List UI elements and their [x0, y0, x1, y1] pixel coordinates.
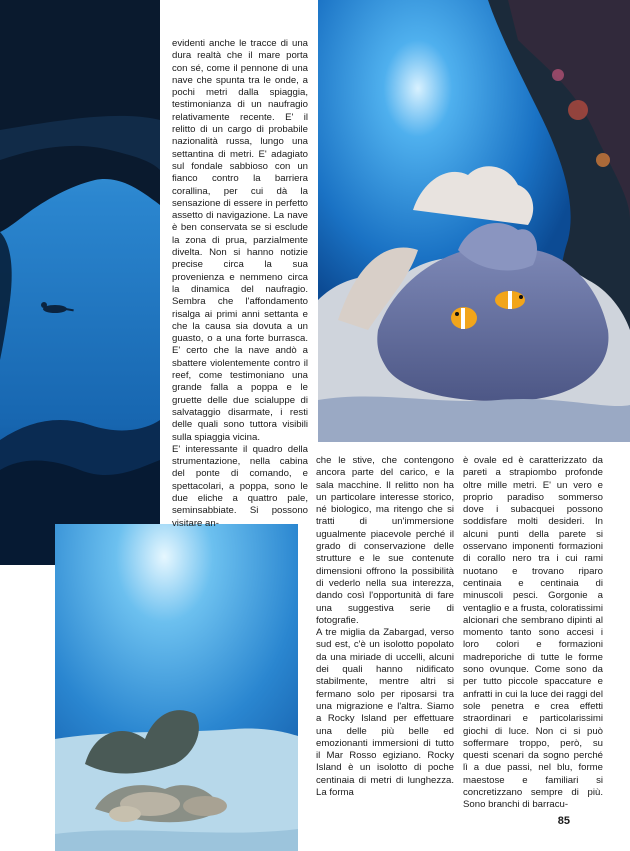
reef-illustration: [318, 0, 630, 442]
column-2-paragraph-1: che le stive, che contengono ancora parte del carico, e la sala macchine. Il relitto non ha un particolare interesse storico, né biologico, ma ritengo che si tratti di un'immersione ugualmente piacevole perché il grado di conservazione delle strutture e le sue contenute dimensioni offrono la possibilità di vederlo nella sua interezza, dando così l'opportunità di fare una suggestiva serie di fotografie.: [316, 455, 454, 626]
photo-reef-clownfish: [318, 0, 630, 442]
article-column-2: [316, 455, 454, 799]
page-number: 85: [557, 815, 570, 827]
seabed-illustration: [55, 524, 298, 851]
column-2-paragraph-2: A tre miglia da Zabargad, verso sud est, c'è un isolotto popolato da una miriade di uccelli, alcuni dei quali hanno nidificato stabilmente, mentre altri si fermano solo per riposarsi tra una migrazione e l'altra. Siamo a Rocky Island per effettuare una delle più belle ed emozionanti immersioni di tutto il Mar Rosso egiziano. Rocky Island è un isolotto di poche centinaia di metri di lunghezza. La forma: [316, 627, 454, 799]
column-3-paragraph-1: è ovale ed è caratterizzato da pareti a strapiombo profonde oltre mille metri. E' un vero e proprio paradiso sommerso dove i subacquei possono soddisfare molti desideri. In alcuni punti della parete si osservano imponenti formazioni di corallo nero tra i cui rami nuotano e trovano riparo centinaia e centinaia di minuscoli pesci. Gorgonie a ventaglio e a frusta, coloratissimi alcionari che sembrano dipinti al momento tanto sono accesi i loro colori e formazioni madreporiche di tutte le forme sono ovunque. Come sono da per tutto piccole spaccature e anfratti in cui la luce dei raggi del sole penetra e crea effetti straordinari e particolarissimi giochi di luce. Non ci si può soffermare troppo, però, su questi scenari da sogno perché lì a due passi, nel blu, forme maestose e familiari si concretizzano sempre di più. Sono branchi di barracu-: [463, 455, 603, 811]
photo-amphorae-seabed: [55, 524, 298, 851]
clownfish-1: [451, 307, 477, 329]
article-column-1: [172, 38, 308, 530]
cave-illustration: [0, 0, 160, 565]
column-1-paragraph-1: evidenti anche le tracce di una dura realtà che il mare porta con sé, come il pennone di una nave che spunta tra le onde, a pochi metri dalla spiaggia, testimonianza di un naufragio relativamente recente. E' il relitto di un cargo di probabile nazionalità russa, lungo una settantina di metri. E' adagiato sul fondale sabbioso con un fianco contro la barriera corallina, per cui dà la sensazione di essere in perfetto assetto di navigazione. La nave è ben conservata se si esclude la zona di prua, parzialmente divelta. Non si hanno notizie precise circa la sua provenienza e nemmeno circa la dinamica del naufragio. Sembra che l'affondamento risalga ai primi anni settanta e che la causa sia dovuta a un guasto, o a una forte burrasca. E' certo che la nave andò a sbattere violentemente contro il reef, come testimoniano una grande falla a poppa e le gruette delle due scialuppe di salvataggio disarmate, i resti delle quali sono tuttora visibili sulla spiaggia vicina.: [172, 38, 308, 443]
photo-underwater-cave: [0, 0, 160, 565]
clownfish-2: [495, 291, 525, 309]
article-column-3: [463, 455, 603, 812]
column-1-paragraph-2: E' interessante il quadro della strumentazione, nella cabina del ponte di comando, e spettacolari, a poppa, sono le due eliche a quattro pale, seminsabbiate. Si possono visitare an-: [172, 443, 308, 529]
